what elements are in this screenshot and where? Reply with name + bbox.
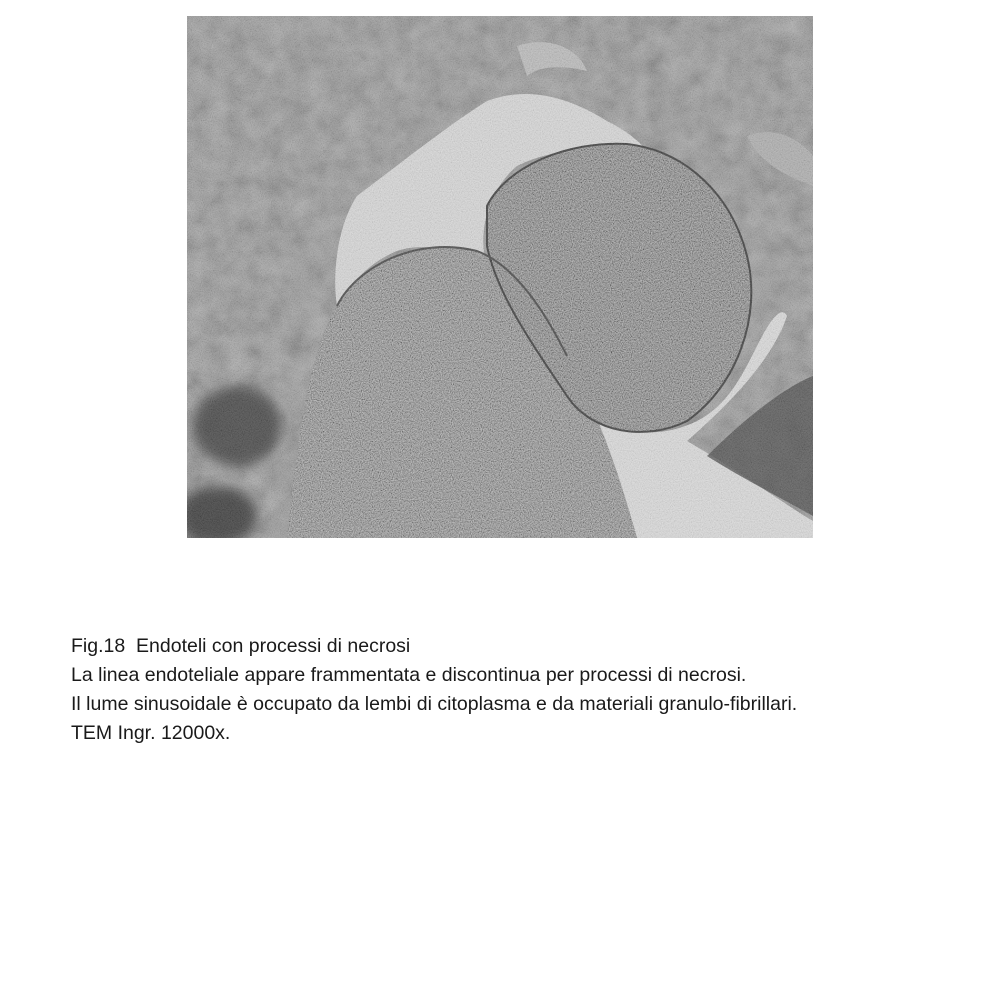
figure-title: Fig.18 Endoteli con processi di necrosi bbox=[71, 635, 411, 657]
figure-caption bbox=[71, 632, 971, 748]
tem-micrograph-image bbox=[187, 16, 813, 538]
caption-line-2: Il lume sinusoidale è occupato da lembi di citoplasma e da materiali granulo-fibrillari. bbox=[71, 693, 798, 715]
caption-line-1: La linea endoteliale appare frammentata e discontinua per processi di necrosi. bbox=[71, 664, 747, 686]
caption-line-3: TEM Ingr. 12000x. bbox=[71, 722, 231, 744]
